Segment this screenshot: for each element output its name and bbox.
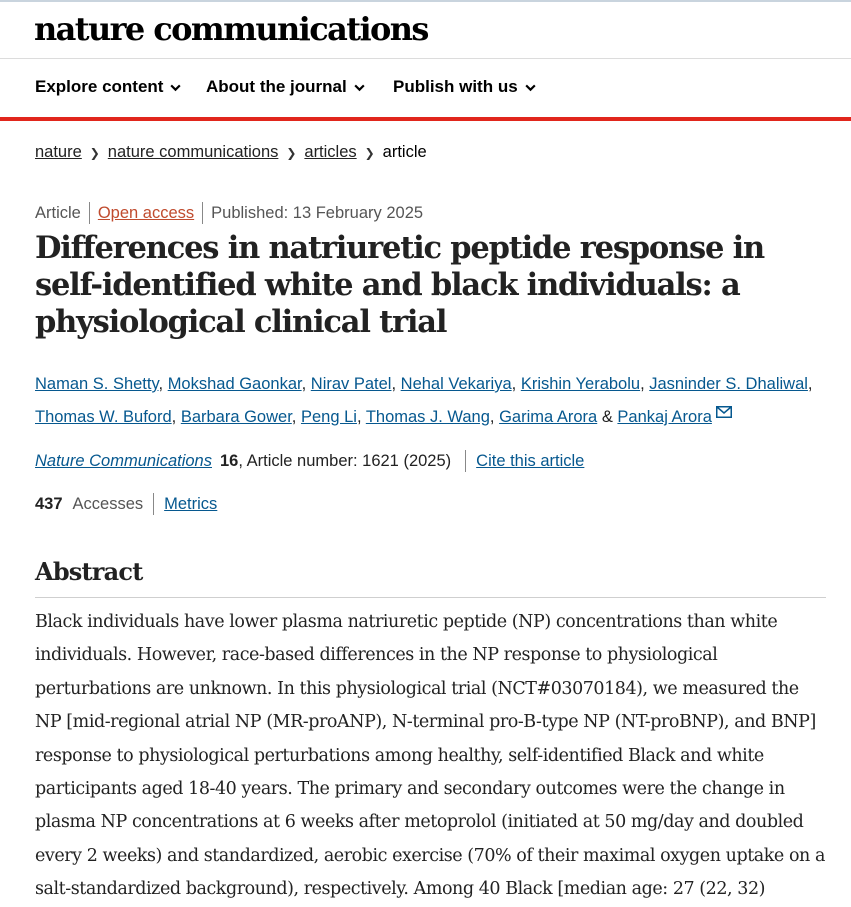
author-link[interactable]: Mokshad Gaonkar [167,375,302,393]
breadcrumb-nature[interactable]: nature [35,143,82,161]
author-link[interactable]: Garima Arora [499,408,598,426]
author-link[interactable]: Naman S. Shetty [35,375,159,393]
author-link[interactable]: Jasninder S. Dhaliwal [649,375,808,393]
author-link[interactable]: Krishin Yerabolu [520,375,641,393]
author-list: Naman S. Shetty, Mokshad Gaonkar, Nirav Patel, Nehal Vekariya, Krishin Yerabolu, Jasninder S. Dhaliwal, Thomas W. Buford, Barbara Gower, Peng Li, Thomas J. Wang, Garima Arora & Pankaj Arora [35,375,813,426]
volume-number: 16 [220,451,239,470]
nav-label: Publish with us [393,77,518,96]
author-link[interactable]: Thomas W. Buford [35,408,172,426]
metrics-link[interactable]: Metrics [164,494,218,513]
article-meta [35,202,423,224]
author-link[interactable]: Nehal Vekariya [400,375,512,393]
chevron-right-icon: ❯ [364,145,375,160]
author-link[interactable]: Peng Li [300,408,357,426]
accesses-label: Accesses [72,494,144,513]
article-number: , Article number: 1621 (2025) [238,451,452,470]
email-icon[interactable] [716,406,732,418]
breadcrumb [35,143,427,162]
article-type: Article [35,203,81,222]
abstract-text: Black individuals have lower plasma natriuretic peptide (NP) concentrations than white individuals. However, race-based differences in the NP response to physiological perturbations are unknown. In this physiological trial (NCT#03070184), we measured the NP [mid-regional atrial NP (MR-proANP), N-terminal pro-B-type NP (NT-proBNP), and BNP] response to physiological perturbations among healthy, self-identified Black and white participants aged 18-40 years. The primary and secondary outcomes were the change in plasma NP concentrations at 6 weeks after metoprolol (initiated at 50 mg/day and doubled every 2 weeks) and standardized, aerobic exercise (70% of their maximal oxygen uptake on a salt-standardized background), respectively. Among 40 Black [median age: 27 (22, 32) [35,612,825,900]
open-access-link[interactable]: Open access [97,203,195,222]
citation-line [35,450,584,472]
chevron-down-icon [169,81,182,94]
nav-explore-content[interactable] [35,77,182,97]
author-link[interactable]: Thomas J. Wang [365,408,490,426]
breadcrumb-articles[interactable]: articles [304,143,357,161]
breadcrumb-current: article [382,143,427,161]
citation-divider [465,450,466,472]
authors-conjunction: & [601,408,613,426]
article-metrics [35,493,217,515]
chevron-right-icon: ❯ [89,145,100,160]
journal-link[interactable]: Nature Communications [35,451,212,470]
author-link[interactable]: Nirav Patel [310,375,392,393]
author-link[interactable]: Pankaj Arora [617,408,712,426]
chevron-down-icon [524,81,537,94]
cite-article-link[interactable]: Cite this article [476,451,585,470]
abstract-divider [35,597,826,598]
nav-label: About the journal [206,77,347,96]
nav-accent-bar [0,117,851,121]
article-title: Differences in natriuretic peptide response in self-identified white and black individuals: a physiological clinical trial [35,230,764,340]
author-link[interactable]: Barbara Gower [180,408,292,426]
meta-divider [89,202,90,224]
main-nav [0,59,851,117]
nav-about-journal[interactable] [206,77,366,97]
meta-divider [202,202,203,224]
breadcrumb-nature-communications[interactable]: nature communications [107,143,279,161]
nav-publish-with-us[interactable] [393,77,537,97]
journal-logo[interactable]: nature communications [34,10,428,48]
nav-label: Explore content [35,77,164,96]
abstract-heading: Abstract [35,557,143,586]
published-date: Published: 13 February 2025 [211,203,424,222]
chevron-down-icon [353,81,366,94]
metrics-divider [153,493,154,515]
accesses-count: 437 [35,494,63,513]
site-header [0,2,851,59]
chevron-right-icon: ❯ [286,145,297,160]
